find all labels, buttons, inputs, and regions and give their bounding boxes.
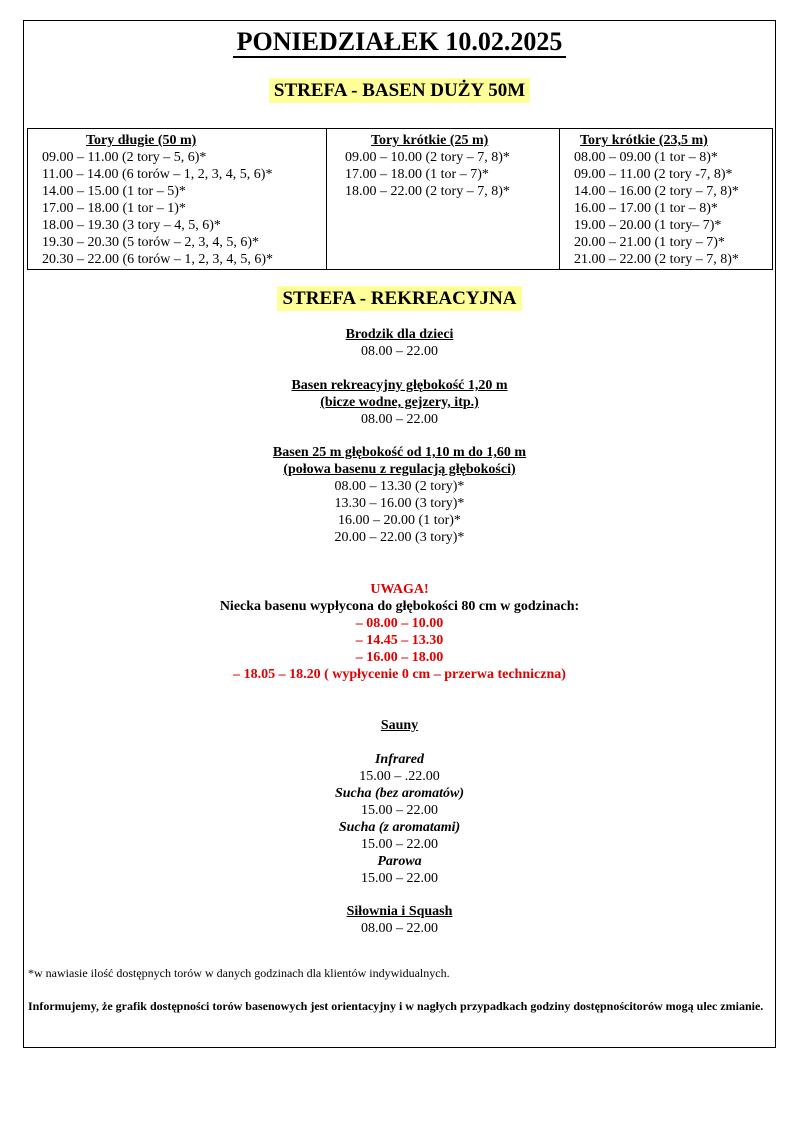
saunas-title: Sauny xyxy=(380,718,419,733)
lane-row: 14.00 – 15.00 (1 tor – 5)* xyxy=(42,184,186,199)
sauna-hours: 15.00 – 22.00 xyxy=(361,803,438,818)
kids-pool-title: Brodzik dla dzieci xyxy=(345,327,454,342)
lane-row: 17.00 – 18.00 (1 tor – 7)* xyxy=(345,167,489,182)
zone-pool-heading xyxy=(24,80,775,102)
warning-item: – 14.45 – 13.30 xyxy=(355,633,444,648)
lane-row: 09.00 – 10.00 (2 tory – 7, 8)* xyxy=(345,150,510,165)
gym-section xyxy=(24,903,775,937)
rec-pool-section xyxy=(24,377,775,428)
sauna-name: Parowa xyxy=(377,854,422,869)
lanes-col-header: Tory krótkie (23,5 m) xyxy=(580,133,708,148)
lane-row: 20.00 – 21.00 (1 tory – 7)* xyxy=(574,235,725,250)
footnote: *w nawiasie ilość dostępnych torów w danych godzinach dla klientów indywidualnych. xyxy=(28,966,450,980)
sauna-name: Sucha (z aromatami) xyxy=(338,820,461,835)
sauna-hours: 15.00 – .22.00 xyxy=(359,769,440,784)
saunas-section xyxy=(24,717,775,887)
pool25-title: Basen 25 m głębokość od 1,10 m do 1,60 m xyxy=(272,445,527,460)
warning-item: – 18.05 – 18.20 ( wypłycenie 0 cm – przerwa techniczna) xyxy=(233,667,566,682)
lanes-table xyxy=(27,128,773,270)
lanes-col-long xyxy=(28,129,326,269)
sauna-hours: 15.00 – 22.00 xyxy=(361,837,438,852)
kids-pool-hours: 08.00 – 22.00 xyxy=(361,344,438,359)
pool25-row: 08.00 – 13.30 (2 tory)* xyxy=(334,479,465,494)
rec-pool-hours: 08.00 – 22.00 xyxy=(361,412,438,427)
lane-row: 20.30 – 22.00 (6 torów – 1, 2, 3, 4, 5, 6)* xyxy=(42,252,273,267)
lane-row: 09.00 – 11.00 (2 tory -7, 8)* xyxy=(574,167,733,182)
lanes-col-header: Tory długie (50 m) xyxy=(86,133,197,148)
lane-row: 19.30 – 20.30 (5 torów – 2, 3, 4, 5, 6)* xyxy=(42,235,259,250)
sauna-hours: 15.00 – 22.00 xyxy=(361,871,438,886)
zone-pool-text: STREFA - BASEN DUŻY 50M xyxy=(269,78,530,103)
warning-text: Niecka basenu wypłycona do głębokości 80 cm w godzinach: xyxy=(219,599,580,614)
pool25-row: 16.00 – 20.00 (1 tor)* xyxy=(338,513,461,528)
sauna-name: Infrared xyxy=(374,752,424,767)
pool25-row: 20.00 – 22.00 (3 tory)* xyxy=(334,530,465,545)
pool25-row: 13.30 – 16.00 (3 tory)* xyxy=(334,496,465,511)
gym-hours: 08.00 – 22.00 xyxy=(361,921,438,936)
lane-row: 18.00 – 19.30 (3 tory – 4, 5, 6)* xyxy=(42,218,221,233)
rec-pool-title: Basen rekreacyjny głębokość 1,20 m xyxy=(291,378,508,393)
lane-row: 21.00 – 22.00 (2 tory – 7, 8)* xyxy=(574,252,739,267)
notice: Informujemy, że grafik dostępności torów basenowych jest orientacyjny i w nagłych przypadkach godziny dostępnościtorów mogą ulec zmianie. xyxy=(28,999,764,1013)
page-title-text: PONIEDZIAŁEK 10.02.2025 xyxy=(233,27,567,58)
gym-title: Siłownia i Squash xyxy=(346,904,453,919)
rec-pool-subtitle: (bicze wodne, gejzery, itp.) xyxy=(320,395,479,410)
lane-row: 14.00 – 16.00 (2 tory – 7, 8)* xyxy=(574,184,739,199)
zone-recreation-heading xyxy=(24,288,775,310)
lane-row: 17.00 – 18.00 (1 tor – 1)* xyxy=(42,201,186,216)
lane-row: 09.00 – 11.00 (2 tory – 5, 6)* xyxy=(42,150,207,165)
lanes-col-short-23-5 xyxy=(559,129,772,269)
schedule-frame xyxy=(23,20,776,1048)
lane-row: 19.00 – 20.00 (1 tory– 7)* xyxy=(574,218,722,233)
pool25-section xyxy=(24,444,775,546)
lanes-col-header: Tory krótkie (25 m) xyxy=(371,133,489,148)
lanes-col-short-25 xyxy=(326,129,559,269)
lane-row: 11.00 – 14.00 (6 torów – 1, 2, 3, 4, 5, 6)* xyxy=(42,167,273,182)
warning-item: – 16.00 – 18.00 xyxy=(355,650,444,665)
warning-title: UWAGA! xyxy=(370,582,429,597)
page-title xyxy=(24,27,775,57)
lane-row: 08.00 – 09.00 (1 tor – 8)* xyxy=(574,150,718,165)
sauna-name: Sucha (bez aromatów) xyxy=(334,786,465,801)
warning-section xyxy=(24,581,775,683)
pool25-subtitle: (połowa basenu z regulacją głębokości) xyxy=(283,462,516,477)
warning-item: – 08.00 – 10.00 xyxy=(355,616,444,631)
kids-pool-section xyxy=(24,326,775,360)
lane-row: 18.00 – 22.00 (2 tory – 7, 8)* xyxy=(345,184,510,199)
zone-recreation-text: STREFA - REKREACYJNA xyxy=(277,286,521,311)
lane-row: 16.00 – 17.00 (1 tor – 8)* xyxy=(574,201,718,216)
